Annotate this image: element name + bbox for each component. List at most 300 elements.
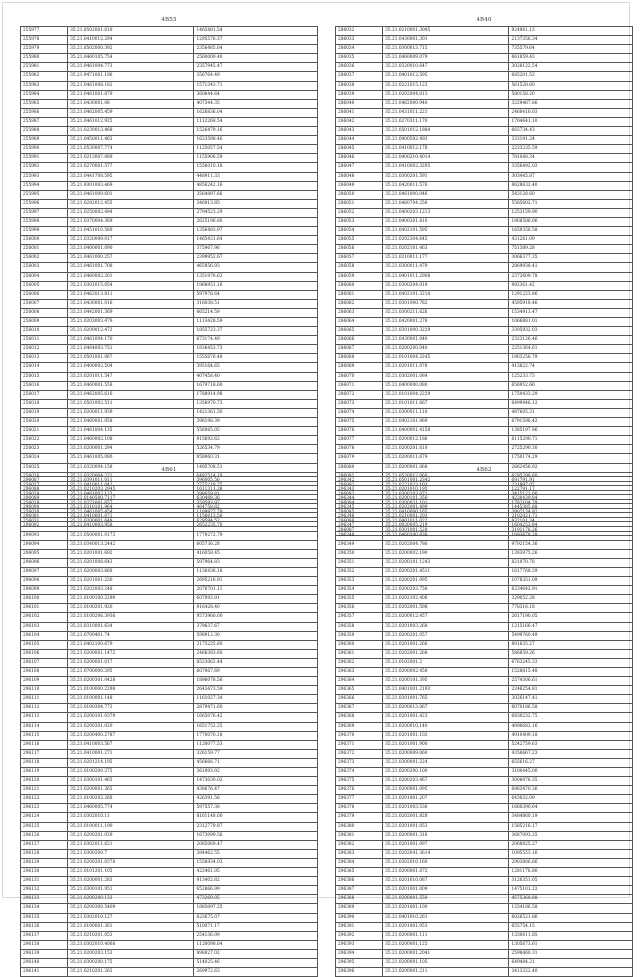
table-row <box>336 136 633 145</box>
row-id-cell: 296089 <box>21 495 68 504</box>
code-cell: 35.21.0210001.203 <box>383 513 509 522</box>
code-cell: 35.21.0100001.148 <box>68 695 194 704</box>
row-id-cell: 255991 <box>21 154 68 163</box>
value-cell: 1295576.37 <box>194 36 318 45</box>
code-cell: 35.21.0300200.7 <box>68 849 194 858</box>
row-id-cell: 256025 <box>21 463 68 472</box>
value-cell: 1125057.54 <box>194 145 318 154</box>
value-cell: 1968586.06 <box>509 217 633 226</box>
value-cell: 1611311.38 <box>194 486 318 495</box>
table-row <box>21 172 318 181</box>
code-cell: 35.21.0410000.165 <box>383 508 509 517</box>
row-id-cell: 255985 <box>21 99 68 108</box>
value-cell: 858060.31 <box>194 454 318 463</box>
table-row <box>21 777 318 786</box>
table-row <box>336 822 633 831</box>
table-row <box>21 831 318 840</box>
value-cell: 605736.28 <box>194 540 318 549</box>
row-id-cell: 286050 <box>336 190 383 199</box>
code-cell: 35.21.0200011.939 <box>68 408 194 417</box>
code-cell: 35.21.0402101.595 <box>383 227 509 236</box>
code-cell: 35.21.0200200.133 <box>68 895 194 904</box>
code-cell: 35.21.0461005.454 <box>68 508 194 517</box>
table-row <box>336 45 633 54</box>
value-cell: 1383975.26 <box>509 549 633 558</box>
table-row <box>21 495 318 504</box>
row-id-cell: 296349 <box>336 540 383 549</box>
table-row <box>336 740 633 749</box>
row-id-cell: 255979 <box>21 45 68 54</box>
code-cell: 35.21.0200012.457 <box>383 613 509 622</box>
table-row <box>336 154 633 163</box>
value-cell: 1356970.73 <box>194 399 318 408</box>
value-cell: 448911.33 <box>194 172 318 181</box>
code-cell: 35.21.0210011.177 <box>383 254 509 263</box>
value-cell: 1421361.50 <box>194 408 318 417</box>
code-cell: 35.21.0200301.0428 <box>68 677 194 686</box>
table-row <box>336 245 633 254</box>
table-row <box>21 254 318 263</box>
table-row <box>21 486 318 495</box>
value-cell: 2794523.29 <box>194 208 318 217</box>
code-cell: 35.21.0200001.017 <box>68 658 194 667</box>
value-cell: 2372609.78 <box>509 272 633 281</box>
table-row <box>336 227 633 236</box>
row-id-cell: 296134 <box>21 904 68 913</box>
value-cell: 3687093.25 <box>509 831 633 840</box>
value-cell: 456666.71 <box>194 758 318 767</box>
code-cell: 35.21.0410012.178 <box>383 145 509 154</box>
code-cell: 35.21.0202003.248 <box>68 586 194 595</box>
code-cell: 35.21.0221015.123 <box>383 81 509 90</box>
code-cell: 35.21.8502001.619 <box>68 27 194 36</box>
row-id-cell: 296119 <box>21 768 68 777</box>
code-cell: 35.21.0202304.645 <box>383 236 509 245</box>
value-cell: 2246254.81 <box>509 686 633 695</box>
row-id-cell: 296392 <box>336 931 383 940</box>
row-id-cell: 255999 <box>21 227 68 236</box>
table-row <box>336 354 633 363</box>
table-row <box>336 677 633 686</box>
table-row <box>336 172 633 181</box>
row-id-cell: 286084 <box>336 499 383 508</box>
code-cell: 35.21.0200200.100 <box>383 768 509 777</box>
value-cell: 1156613.56 <box>194 513 318 522</box>
table-row <box>21 813 318 822</box>
value-cell: 2560009.40 <box>194 54 318 63</box>
code-cell: 35.21.0020005.219 <box>383 522 509 531</box>
row-id-cell: 286085 <box>336 508 383 517</box>
table-row <box>21 45 318 54</box>
value-cell: 5499760.49 <box>509 631 633 640</box>
table-row <box>336 272 633 281</box>
code-cell: 35.21.0203003.479 <box>68 318 194 327</box>
row-id-cell: 296348 <box>336 531 383 540</box>
row-id-cell: 296113 <box>21 713 68 722</box>
row-id-cell: 296091 <box>21 513 68 522</box>
value-cell: 1534913.47 <box>509 308 633 317</box>
row-id-cell: 296104 <box>21 631 68 640</box>
value-cell: 1334186.58 <box>509 904 633 913</box>
code-cell: 35.21.0200203.467 <box>383 777 509 786</box>
code-cell: 35.21.0100000.2298 <box>68 686 194 695</box>
row-id-cell: 296377 <box>336 795 383 804</box>
row-id-cell: 256015 <box>21 372 68 381</box>
code-cell: 35.21.0292012.455 <box>68 199 194 208</box>
row-id-cell: 286059 <box>336 272 383 281</box>
code-cell: 35.21.0202101.463 <box>383 245 509 254</box>
value-cell: 2652235.70 <box>194 522 318 531</box>
table-row <box>336 81 633 90</box>
code-cell: 35.21.0200300.5409 <box>68 904 194 913</box>
code-cell: 35.21.0200001.550 <box>383 895 509 904</box>
value-cell: 395164.65 <box>194 363 318 372</box>
value-cell: 1473030.02 <box>194 777 318 786</box>
code-cell: 35.21.0200001.872 <box>383 868 509 877</box>
code-cell: 35.21.0501002.511 <box>68 399 194 408</box>
row-id-cell: 286052 <box>336 208 383 217</box>
table-row <box>336 558 633 567</box>
code-cell: 35.21.0201001.100 <box>383 904 509 913</box>
row-id-cell: 296105 <box>21 640 68 649</box>
code-cell: 35.21.0200002.458 <box>383 667 509 676</box>
code-cell: 35.21.0270311.170 <box>383 117 509 126</box>
code-cell: 35.21.0420001.278 <box>383 318 509 327</box>
row-id-cell: 296380 <box>336 822 383 831</box>
code-cell: 35.21.0200201.039 <box>68 831 194 840</box>
value-cell: 915692.62 <box>194 436 318 445</box>
row-id-cell: 255992 <box>21 163 68 172</box>
table-row <box>21 858 318 867</box>
row-id-cell: 286069 <box>336 363 383 372</box>
table-row <box>336 722 633 731</box>
row-id-cell: 286041 <box>336 108 383 117</box>
code-cell: 35.21.0431011.221 <box>383 108 509 117</box>
value-cell: 1078351.09 <box>509 577 633 586</box>
code-cell: 35.21.0201214.195 <box>68 758 194 767</box>
code-cell: 35.21.0300013.715 <box>383 45 509 54</box>
value-cell: 992361.42 <box>509 281 633 290</box>
code-cell: 35.21.0700401.74 <box>68 631 194 640</box>
value-cell: 2356485.64 <box>194 45 318 54</box>
table-row <box>21 117 318 126</box>
table-row <box>336 768 633 777</box>
value-cell: 580158.20 <box>509 90 633 99</box>
table-row <box>21 686 318 695</box>
code-cell: 35.21.0301001.529 <box>383 527 509 536</box>
row-id-cell: 286036 <box>336 63 383 72</box>
row-id-cell: 286083 <box>336 490 383 499</box>
code-cell: 35.21.0402101.3218 <box>383 290 509 299</box>
row-id-cell: 256010 <box>21 327 68 336</box>
value-cell: 2725290.30 <box>509 445 633 454</box>
code-cell: 35.21.0200001.283 <box>68 877 194 886</box>
row-id-cell: 286079 <box>336 454 383 463</box>
table-row <box>21 36 318 45</box>
row-id-cell: 286087 <box>336 527 383 536</box>
table-row <box>21 531 318 540</box>
value-cell: 1673099.56 <box>194 831 318 840</box>
code-cell: 35.21.0300101.951 <box>68 886 194 895</box>
value-cell: 1215166.47 <box>509 622 633 631</box>
row-id-cell: 296131 <box>21 877 68 886</box>
value-cell: 473269.05 <box>194 895 318 904</box>
value-cell: 4358667.23 <box>509 749 633 758</box>
code-cell: 35.21.0210201.263 <box>68 968 194 977</box>
table-row <box>21 504 318 513</box>
value-cell: 526534.79 <box>194 445 318 454</box>
table-row <box>336 163 633 172</box>
row-id-cell: 255994 <box>21 181 68 190</box>
value-cell: 8628632.40 <box>509 181 633 190</box>
table-row <box>21 263 318 272</box>
code-cell: 35.21.0430001.08 <box>68 99 194 108</box>
value-cell: 326159.77 <box>194 749 318 758</box>
value-cell: 396005.56 <box>194 477 318 486</box>
data-table <box>20 476 318 977</box>
row-id-cell: 296389 <box>336 904 383 913</box>
panel-title: 4B55 <box>161 17 177 23</box>
code-cell: 35.21.0200201.095 <box>383 577 509 586</box>
table-row <box>21 145 318 154</box>
code-cell: 35.21.0200101.1243 <box>383 558 509 567</box>
table-row <box>336 613 633 622</box>
code-cell: 35.21.0461005.080 <box>68 454 194 463</box>
value-cell: 1659358.58 <box>509 227 633 236</box>
code-cell: 35.21.0202001.828 <box>383 813 509 822</box>
row-id-cell: 296375 <box>336 777 383 786</box>
table-row <box>21 877 318 886</box>
row-id-cell: 296136 <box>21 922 68 931</box>
table-row <box>21 454 318 463</box>
row-id-cell: 296378 <box>336 804 383 813</box>
row-id-cell: 286075 <box>336 418 383 427</box>
code-cell: 35.21.0101004.3245 <box>383 354 509 363</box>
row-id-cell: 255983 <box>21 81 68 90</box>
row-id-cell: 296386 <box>336 877 383 886</box>
row-id-cell: 296357 <box>336 613 383 622</box>
code-cell: 35.21.0430001.040 <box>383 336 509 345</box>
row-id-cell: 296344 <box>336 495 383 504</box>
code-cell: 35.21.0101004.2229 <box>383 390 509 399</box>
table-row <box>336 181 633 190</box>
code-cell: 35.21.0301000.3229 <box>383 327 509 336</box>
row-id-cell: 296385 <box>336 868 383 877</box>
table-row <box>21 786 318 795</box>
table-row <box>21 868 318 877</box>
value-cell: 665734.43 <box>509 127 633 136</box>
code-cell: 35.21.0202001.268 <box>383 649 509 658</box>
value-cell: 1855723.37 <box>194 327 318 336</box>
table-row <box>336 486 633 495</box>
code-cell: 35.21.0402100.679 <box>68 640 194 649</box>
code-cell: 35.21.0460005.774 <box>68 804 194 813</box>
row-id-cell: 296395 <box>336 958 383 967</box>
table-row <box>21 631 318 640</box>
value-cell: 413822.74 <box>509 363 633 372</box>
table-row <box>336 90 633 99</box>
code-cell: 35.21.0210203.2945 <box>68 486 194 495</box>
value-cell: 1665076.42 <box>194 713 318 722</box>
value-cell: 1120077.53 <box>194 740 318 749</box>
table-row <box>336 686 633 695</box>
code-cell: 35.21.0201001.053 <box>383 922 509 931</box>
table-row <box>21 445 318 454</box>
row-id-cell: 286068 <box>336 354 383 363</box>
row-id-cell: 255990 <box>21 145 68 154</box>
table-row <box>21 577 318 586</box>
table-row <box>336 308 633 317</box>
table-row <box>21 227 318 236</box>
value-cell: 2903886.66 <box>509 858 633 867</box>
value-cell: 2466383.60 <box>194 649 318 658</box>
table-row <box>21 427 318 436</box>
table-row <box>21 840 318 849</box>
row-id-cell: 296346 <box>336 513 383 522</box>
row-id-cell: 286034 <box>336 45 383 54</box>
code-cell: 35.21.0400203.1213 <box>383 208 509 217</box>
code-cell: 35.21.0461000.257 <box>68 254 194 263</box>
table-panel-4b55 <box>20 14 318 527</box>
value-cell: 1136436.18 <box>194 567 318 576</box>
row-id-cell: 296356 <box>336 604 383 613</box>
value-cell: 3026147.41 <box>509 695 633 704</box>
code-cell: 35.21.0200200.040 <box>383 345 509 354</box>
code-cell: 35.21.9301003.469 <box>68 181 194 190</box>
table-panel-4b62 <box>335 464 633 977</box>
table-row <box>336 217 633 226</box>
row-id-cell: 286054 <box>336 227 383 236</box>
table-row <box>21 318 318 327</box>
value-cell: 2323126.46 <box>509 336 633 345</box>
table-row <box>21 749 318 758</box>
row-id-cell: 286073 <box>336 399 383 408</box>
code-cell: 35.21.0450011.463 <box>68 136 194 145</box>
code-cell: 35.21.0200001.649 <box>68 518 194 527</box>
value-cell: 3395932.03 <box>509 327 633 336</box>
table-row <box>21 163 318 172</box>
row-id-cell: 296373 <box>336 758 383 767</box>
row-id-cell: 296122 <box>21 795 68 804</box>
code-cell: 35.21.0460002.201 <box>68 272 194 281</box>
value-cell: 561528.60 <box>509 81 633 90</box>
code-cell: 35.21.0401001.2193 <box>383 686 509 695</box>
data-table <box>335 26 633 536</box>
code-cell: 35.21.0460001.558 <box>68 381 194 390</box>
value-cell: 5585602.71 <box>509 199 633 208</box>
panel-title: 4B62 <box>476 467 492 473</box>
code-cell: 35.21.0201001.900 <box>383 740 509 749</box>
value-cell: 2233235.59 <box>509 145 633 154</box>
code-cell: 35.21.0140500.7117 <box>68 495 194 504</box>
table-row <box>21 345 318 354</box>
value-cell: 6830232.75 <box>509 713 633 722</box>
code-cell: 35.21.0250002.494 <box>68 208 194 217</box>
table-row <box>336 454 633 463</box>
row-id-cell: 256014 <box>21 363 68 372</box>
row-id-cell: 296342 <box>336 477 383 486</box>
code-cell: 35.21.0410012.294 <box>68 36 194 45</box>
row-id-cell: 286080 <box>336 463 383 472</box>
row-id-cell: 296393 <box>336 940 383 949</box>
row-id-cell: 255986 <box>21 108 68 117</box>
code-cell: 35.21.0201011.078 <box>383 363 509 372</box>
row-id-cell: 296114 <box>21 722 68 731</box>
row-id-cell: 286042 <box>336 117 383 126</box>
table-row <box>336 427 633 436</box>
value-cell: 2468416.03 <box>509 108 633 117</box>
value-cell: 1465481.54 <box>194 27 318 36</box>
table-row <box>336 390 633 399</box>
value-cell: 510071.17 <box>194 922 318 931</box>
code-cell: 35.21.0200001.125 <box>383 940 509 949</box>
value-cell: 3356492.03 <box>509 163 633 172</box>
code-cell: 35.21.0400001.4158 <box>383 427 509 436</box>
table-row <box>21 768 318 777</box>
table-row <box>21 436 318 445</box>
code-cell: 35.21.0410003.567 <box>68 740 194 749</box>
row-id-cell: 286071 <box>336 381 383 390</box>
row-id-cell: 256023 <box>21 445 68 454</box>
value-cell: 649484.21 <box>509 958 633 967</box>
code-cell: 35.21.0300204.019 <box>383 281 509 290</box>
table-row <box>21 904 318 913</box>
table-row <box>336 758 633 767</box>
table-row <box>21 713 318 722</box>
code-cell: 35.21.0500001.0173 <box>68 531 194 540</box>
code-cell: 35.21.0200001.365 <box>68 786 194 795</box>
row-id-cell: 296374 <box>336 768 383 777</box>
code-cell: 35.21.0200010.140 <box>383 722 509 731</box>
code-cell: 35.21.0301015.054 <box>68 281 194 290</box>
table-row <box>21 958 318 967</box>
value-cell: 1704641.10 <box>509 117 633 126</box>
code-cell: 35.21.0100011.190 <box>68 822 194 831</box>
value-cell: 916428.40 <box>194 604 318 613</box>
row-id-cell: 296370 <box>336 731 383 740</box>
code-cell: 35.21.0302010.160 <box>383 858 509 867</box>
code-cell: 35.21.0400002.504 <box>68 363 194 372</box>
value-cell: 673174.49 <box>194 336 318 345</box>
code-cell: 35.21.0320009.017 <box>68 236 194 245</box>
code-cell: 35.21.0464003.751 <box>68 345 194 354</box>
table-row <box>336 968 633 977</box>
code-cell: 35.21.0460105.754 <box>68 54 194 63</box>
value-cell: 6791596.42 <box>509 418 633 427</box>
value-cell: 607067.69 <box>194 667 318 676</box>
code-cell: 35.21.0451010.569 <box>68 227 194 236</box>
row-id-cell: 296379 <box>336 813 383 822</box>
row-id-cell: 296123 <box>21 804 68 813</box>
code-cell: 35.21.0700000.295 <box>68 667 194 676</box>
code-cell: 35.21.0460009.079 <box>383 54 509 63</box>
code-cell: 35.21.0270001.577 <box>68 163 194 172</box>
row-id-cell: 286047 <box>336 163 383 172</box>
row-id-cell: 296128 <box>21 849 68 858</box>
code-cell: 35.21.0460100.836 <box>383 531 509 540</box>
table-row <box>336 127 633 136</box>
row-id-cell: 256024 <box>21 454 68 463</box>
row-id-cell: 296138 <box>21 940 68 949</box>
value-cell: 1750174.29 <box>509 454 633 463</box>
table-row <box>336 877 633 886</box>
value-cell: 1963256.79 <box>509 354 633 363</box>
code-cell: 35.21.0461004.135 <box>68 427 194 436</box>
code-cell: 35.21.0410001.071 <box>68 513 194 522</box>
row-id-cell: 296099 <box>21 586 68 595</box>
row-id-cell: 296384 <box>336 858 383 867</box>
value-cell: 231997.07 <box>509 481 633 490</box>
